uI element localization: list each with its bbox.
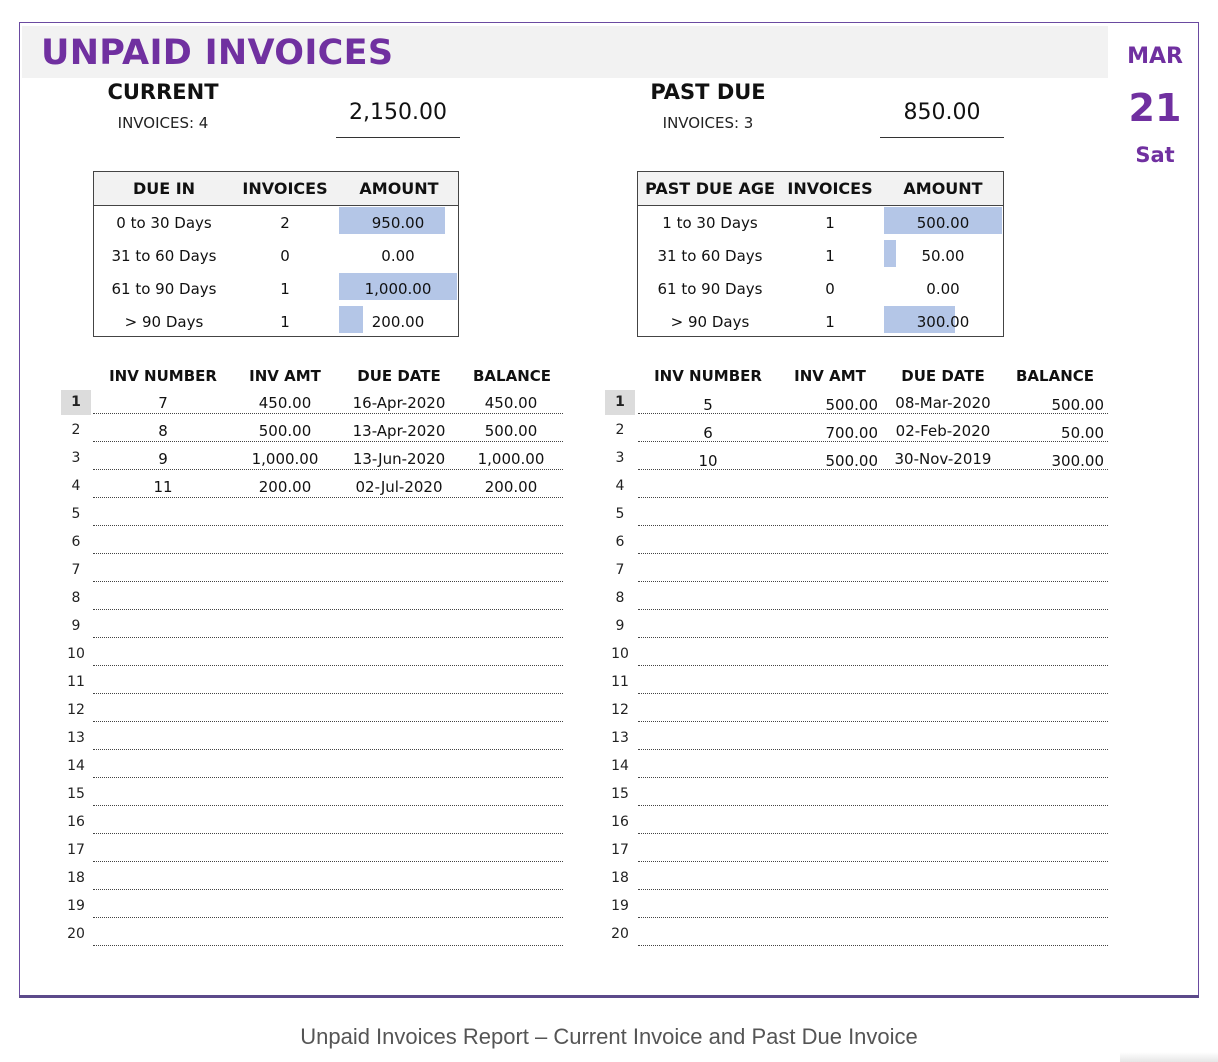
age-range: > 90 Days [124,313,204,331]
row-number[interactable]: 1 [605,390,635,415]
due-date-cell[interactable]: 13-Jun-2020 [352,450,446,468]
age-range: > 90 Days [670,313,750,331]
row-number[interactable]: 11 [611,674,629,690]
row-number[interactable]: 6 [615,534,625,550]
age-invoice-count: 1 [825,247,835,265]
age-invoice-count: 2 [280,214,290,232]
past-due-invoice-count: INVOICES: 3 [662,114,754,132]
row-number[interactable]: 3 [71,450,81,466]
column-header-invoices: INVOICES [242,179,328,198]
sheet-bottom-border [19,995,1199,998]
aging-row [94,305,458,338]
row-number[interactable]: 4 [615,478,625,494]
row-number[interactable]: 18 [611,870,629,886]
column-header-amount: AMOUNT [903,179,983,198]
row-number[interactable]: 7 [615,562,625,578]
age-amount: 1,000.00 [364,280,432,298]
age-invoice-count: 0 [280,247,290,265]
row-divider [638,805,1108,806]
row-number[interactable]: 12 [611,702,629,718]
aging-row [638,272,1003,305]
row-divider [93,889,563,890]
row-number[interactable]: 6 [71,534,81,550]
row-number[interactable]: 19 [67,898,85,914]
row-divider [93,833,563,834]
aging-row [638,206,1003,239]
aging-row [94,272,458,305]
aging-table-header [94,172,458,206]
row-divider [93,525,563,526]
column-header-invoices: INVOICES [787,179,873,198]
row-number[interactable]: 17 [611,842,629,858]
past-due-aging-table [637,171,1004,337]
current-list-header-inv-number: INV NUMBER [109,367,217,385]
row-number[interactable]: 13 [67,730,85,746]
age-amount: 950.00 [371,214,425,232]
row-number[interactable]: 5 [615,506,625,522]
date-month: MAR [1127,44,1183,69]
row-number[interactable]: 19 [611,898,629,914]
due-date-cell[interactable]: 08-Mar-2020 [895,394,991,412]
row-divider [93,553,563,554]
row-divider [638,553,1108,554]
age-range: 0 to 30 Days [116,214,212,232]
aging-table-header [638,172,1003,206]
row-number[interactable]: 9 [615,618,625,634]
row-number[interactable]: 8 [615,590,625,606]
row-number[interactable]: 16 [67,814,85,830]
column-header-due-in: DUE IN [132,179,196,198]
row-divider [93,469,563,470]
row-number[interactable]: 11 [67,674,85,690]
due-date-cell[interactable]: 02-Jul-2020 [355,478,443,496]
row-divider [638,637,1108,638]
inv-number-cell[interactable]: 6 [703,424,713,442]
row-divider [638,777,1108,778]
row-number[interactable]: 14 [611,758,629,774]
row-number[interactable]: 14 [67,758,85,774]
row-number[interactable]: 5 [71,506,81,522]
age-amount: 200.00 [371,313,425,331]
date-day: 21 [1128,86,1182,130]
aging-row [94,206,458,239]
row-divider [638,581,1108,582]
aging-row [94,239,458,272]
age-invoice-count: 1 [825,313,835,331]
due-date-cell[interactable]: 16-Apr-2020 [352,394,446,412]
age-range: 1 to 30 Days [662,214,758,232]
current-total: 2,150.00 [336,92,460,138]
inv-number-cell[interactable]: 9 [158,450,168,468]
current-heading: CURRENT [107,80,219,104]
age-range: 61 to 90 Days [657,280,763,298]
row-divider [93,581,563,582]
inv-number-cell[interactable]: 10 [698,452,718,470]
row-divider [638,749,1108,750]
row-number[interactable]: 15 [67,786,85,802]
row-number[interactable]: 8 [71,590,81,606]
row-divider [93,945,563,946]
aging-row [638,239,1003,272]
current-list-header-inv-amt: INV AMT [249,367,321,385]
row-number[interactable]: 2 [71,422,81,438]
balance-cell[interactable]: 300.00 [1051,452,1104,470]
row-divider [93,693,563,694]
row-number[interactable]: 1 [61,390,91,415]
row-divider [93,497,563,498]
row-number[interactable]: 16 [611,814,629,830]
row-divider [638,609,1108,610]
row-divider [638,721,1108,722]
row-divider [93,749,563,750]
row-number[interactable]: 12 [67,702,85,718]
due-date-cell[interactable]: 13-Apr-2020 [352,422,446,440]
past-due-list-header-inv-amt: INV AMT [794,367,866,385]
row-divider [93,609,563,610]
row-divider [638,889,1108,890]
inv-number-cell[interactable]: 7 [158,394,168,412]
row-number[interactable]: 2 [615,422,625,438]
past-due-list-header-balance: BALANCE [1015,367,1095,385]
balance-cell[interactable]: 500.00 [484,422,538,440]
row-divider [638,861,1108,862]
row-number[interactable]: 13 [611,730,629,746]
row-divider [93,917,563,918]
inv-number-cell[interactable]: 5 [703,396,713,414]
inv-amount-cell[interactable]: 500.00 [825,396,878,414]
inv-amount-cell[interactable]: 1,000.00 [251,450,319,468]
due-date-cell[interactable]: 30-Nov-2019 [894,450,992,468]
row-number[interactable]: 10 [611,646,629,662]
row-divider [93,861,563,862]
current-list-header-balance: BALANCE [472,367,552,385]
age-amount: 0.00 [381,247,415,265]
age-amount: 500.00 [916,214,970,232]
inv-amount-cell[interactable]: 500.00 [825,452,878,470]
past-due-list-header-due-date: DUE DATE [901,367,985,385]
balance-cell[interactable]: 50.00 [1061,424,1104,442]
row-divider [638,693,1108,694]
inv-number-cell[interactable]: 8 [158,422,168,440]
row-number[interactable]: 15 [611,786,629,802]
past-due-list-header-inv-number: INV NUMBER [654,367,762,385]
balance-cell[interactable]: 200.00 [484,478,538,496]
age-invoice-count: 1 [280,313,290,331]
row-divider [638,945,1108,946]
age-range: 31 to 60 Days [657,247,763,265]
past-due-heading: PAST DUE [650,80,766,104]
row-divider [93,777,563,778]
aging-row [638,305,1003,338]
age-amount: 50.00 [921,247,965,265]
age-invoice-count: 0 [825,280,835,298]
row-number[interactable]: 7 [71,562,81,578]
inv-amount-cell[interactable]: 500.00 [258,422,312,440]
due-date-cell[interactable]: 02-Feb-2020 [895,422,991,440]
row-divider [638,917,1108,918]
current-invoice-count: INVOICES: 4 [117,114,209,132]
row-number[interactable]: 20 [611,926,629,942]
current-aging-table [93,171,459,337]
row-divider [638,497,1108,498]
row-number[interactable]: 3 [615,450,625,466]
age-invoice-count: 1 [280,280,290,298]
row-divider [93,441,563,442]
row-number[interactable]: 10 [67,646,85,662]
column-header-amount: AMOUNT [359,179,439,198]
report-title: UNPAID INVOICES [41,33,394,73]
age-invoice-count: 1 [825,214,835,232]
balance-cell[interactable]: 450.00 [484,394,538,412]
row-divider [638,833,1108,834]
row-divider [93,665,563,666]
corner-shadow [1120,1052,1218,1062]
row-number[interactable]: 18 [67,870,85,886]
balance-cell[interactable]: 500.00 [1051,396,1104,414]
row-number[interactable]: 9 [71,618,81,634]
row-number[interactable]: 17 [67,842,85,858]
inv-amount-cell[interactable]: 450.00 [258,394,312,412]
column-header-past-due-age: PAST DUE AGE [645,179,775,198]
row-divider [93,637,563,638]
age-range: 31 to 60 Days [111,247,217,265]
row-number[interactable]: 20 [67,926,85,942]
inv-amount-cell[interactable]: 200.00 [258,478,312,496]
balance-cell[interactable]: 1,000.00 [477,450,545,468]
age-amount: 0.00 [926,280,960,298]
inv-amount-cell[interactable]: 700.00 [825,424,878,442]
row-number[interactable]: 4 [71,478,81,494]
row-divider [93,721,563,722]
row-divider [638,665,1108,666]
row-divider [93,805,563,806]
past-due-total: 850.00 [880,92,1004,138]
age-range: 61 to 90 Days [111,280,217,298]
row-divider [638,525,1108,526]
row-divider [93,413,563,414]
date-weekday: Sat [1135,143,1175,167]
age-amount: 300.00 [916,313,970,331]
inv-number-cell[interactable]: 11 [153,478,173,496]
report-caption: Unpaid Invoices Report – Current Invoice and Past Due Invoice [300,1024,918,1049]
current-list-header-due-date: DUE DATE [357,367,441,385]
